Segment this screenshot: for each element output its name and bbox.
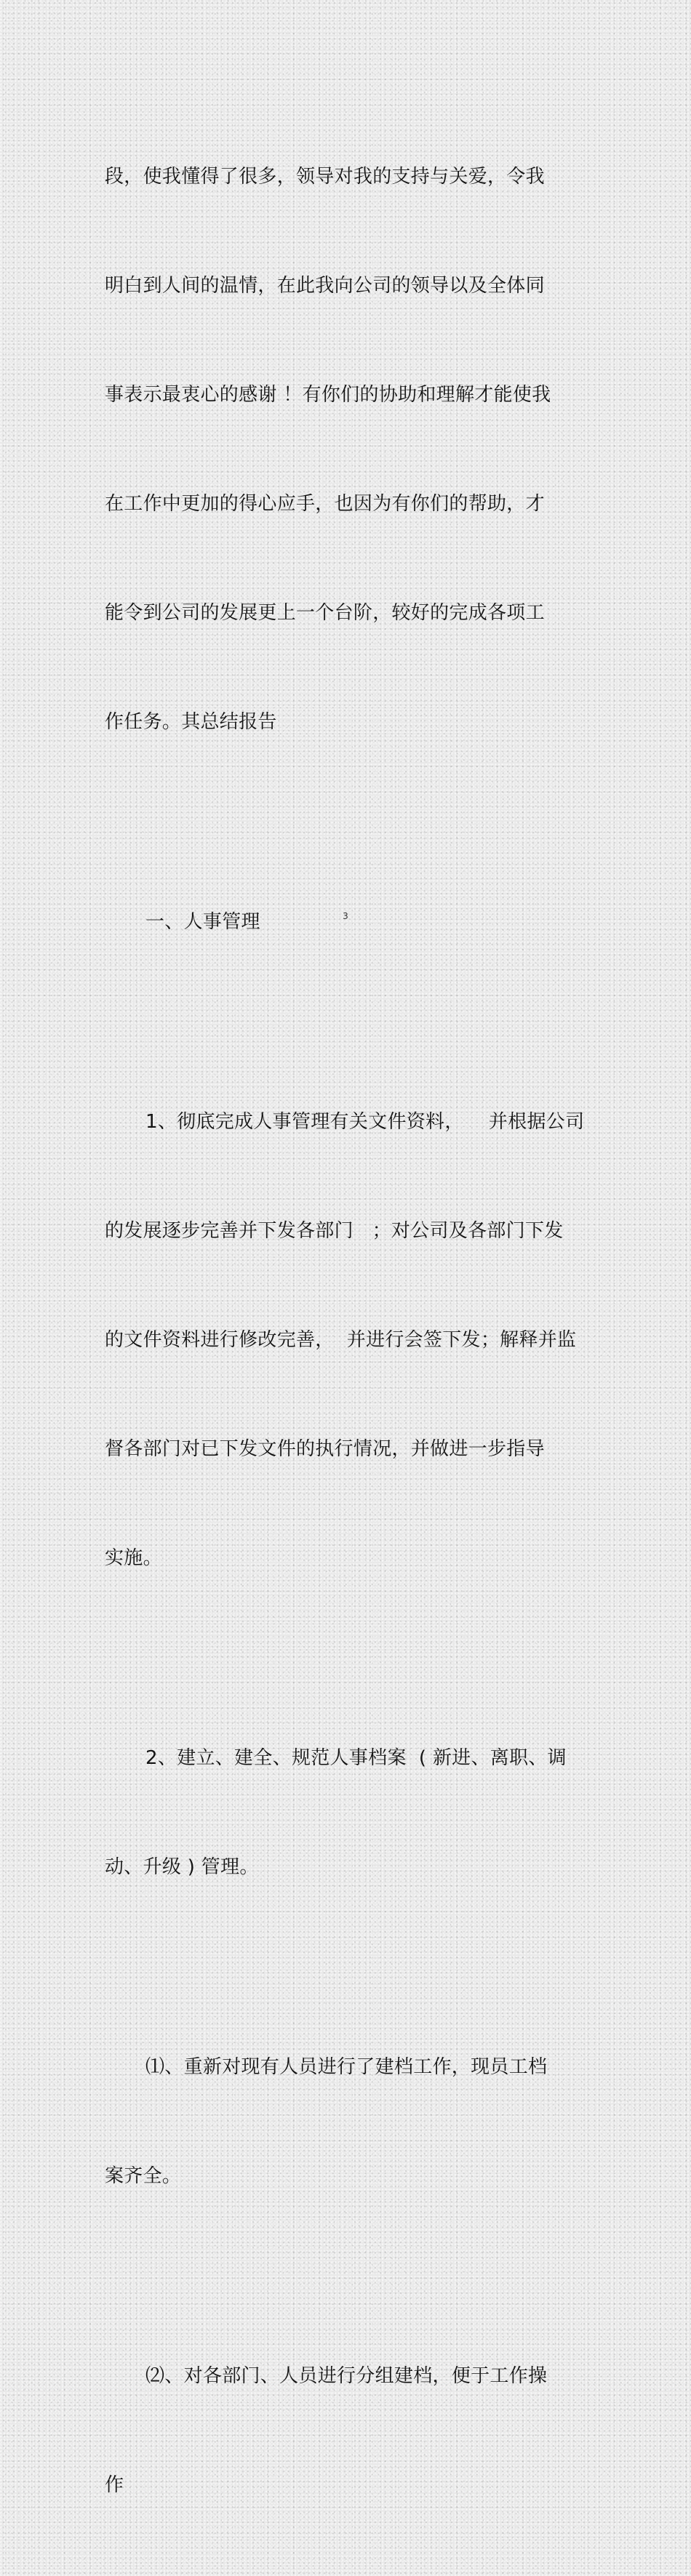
section-heading [105,831,585,1013]
text-line: 能令到公司的发展更上一个台阶，较好的完成各项工 [105,602,545,624]
text-line: 的发展逐步完善并下发各部门 ；对公司及各部门下发 [105,1220,564,1242]
text-line: 明白到人间的温情，在此我向公司的领导以及全体同 [105,275,545,297]
page-number: 3 [343,911,348,921]
sub-item-1-paragraph [105,1976,585,2267]
text-line: 事表示最衷心的感谢 ！有你们的协助和理解才能使我 [105,384,551,406]
item-1-paragraph [105,1031,585,1649]
text-line: ⑵、对各部门、人员进行分组建档，便于工作操 [145,2365,548,2387]
document-body [105,86,585,2576]
item-2-paragraph [105,1667,585,1958]
text-line: ⑴、重新对现有人员进行了建档工作，现员工档 [145,2056,548,2078]
paragraph-gap [105,1958,585,1976]
text-line: 1、彻底完成人事管理有关文件资料， 并根据公司 [145,1111,585,1133]
sub-item-2-paragraph [105,2285,585,2576]
text-line: 作任务。其总结报告 [105,711,277,733]
paragraph-gap [105,2267,585,2285]
paragraph-gap [105,1649,585,1667]
text-line: 案齐全。 [105,2165,182,2187]
text-line: 督各部门对已下发文件的执行情况，并做进一步指导 [105,1438,545,1460]
intro-paragraph [105,86,585,813]
text-line: 动、升级 ) 管理。 [105,1856,259,1878]
section-heading-text: 一、人事管理 [145,911,260,933]
text-line: 在工作中更加的得心应手，也因为有你们的帮助，才 [105,493,545,515]
text-line: 实施。 [105,1547,162,1569]
paragraph-gap [105,1013,585,1031]
text-line: 的文件资料进行修改完善， 并进行会签下发；解释并监 [105,1329,577,1351]
text-line: 2、建立、建全、规范人事档案 ( 新进、离职、调 [145,1747,567,1769]
paragraph-gap [105,813,585,831]
text-line: 作 [105,2474,124,2496]
text-line: 段，使我懂得了很多，领导对我的支持与关爱，令我 [105,166,545,188]
